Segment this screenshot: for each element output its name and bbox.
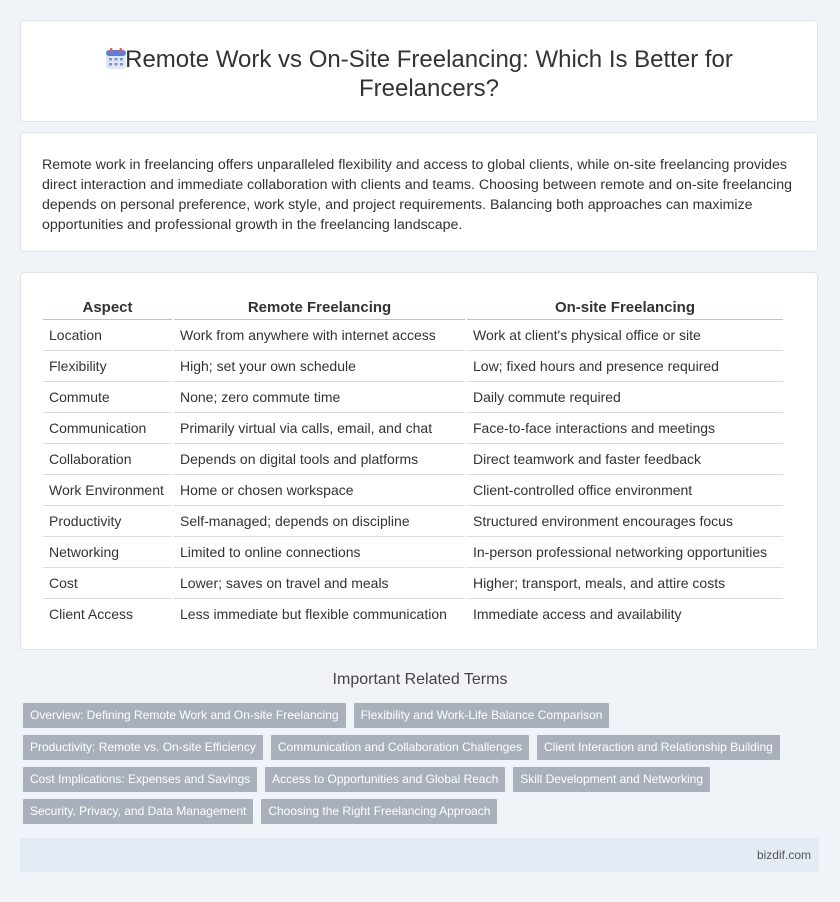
table-cell: Lower; saves on travel and meals	[173, 568, 466, 599]
table-cell: Productivity	[43, 506, 173, 537]
related-term-tag[interactable]: Access to Opportunities and Global Reach	[265, 767, 505, 792]
intro-card	[20, 132, 818, 252]
page-title: Remote Work vs On-Site Freelancing: Which Is Better for Freelancers?	[125, 46, 733, 102]
related-term-tag[interactable]: Security, Privacy, and Data Management	[23, 799, 253, 824]
comparison-card	[20, 272, 818, 650]
table-cell: Structured environment encourages focus	[466, 506, 783, 537]
table-cell: Low; fixed hours and presence required	[466, 351, 783, 382]
related-term-tag[interactable]: Flexibility and Work-Life Balance Comparison	[354, 703, 610, 728]
tag-row	[23, 767, 823, 799]
table-body	[43, 320, 783, 630]
table-row	[43, 382, 783, 413]
table-cell: Depends on digital tools and platforms	[173, 444, 466, 475]
table-row	[43, 351, 783, 382]
intro-paragraph: Remote work in freelancing offers unparalleled flexibility and access to global clients, while on-site freelancing provides direct interaction and immediate collaboration with clients and teams. Choosing between remote and on-site freelancing depends on personal preference, work style, and project requirements. Balancing both approaches can maximize opportunities and professional growth in the freelancing landscape.	[42, 157, 792, 233]
table-cell: Daily commute required	[466, 382, 783, 413]
related-term-tag[interactable]: Productivity: Remote vs. On-site Efficiency	[23, 735, 263, 760]
table-cell: Self-managed; depends on discipline	[173, 506, 466, 537]
related-terms-title: Important Related Terms	[332, 671, 508, 688]
table-cell: In-person professional networking opportunities	[466, 537, 783, 568]
related-terms-list	[23, 703, 823, 831]
table-row	[43, 413, 783, 444]
table-cell: Cost	[43, 568, 173, 599]
column-header: Aspect	[82, 298, 133, 316]
table-cell: Less immediate but flexible communication	[173, 599, 466, 630]
column-header: Remote Freelancing	[173, 297, 466, 320]
table-row	[43, 568, 783, 599]
table-cell: Client-controlled office environment	[466, 475, 783, 506]
table-cell: Direct teamwork and faster feedback	[466, 444, 783, 475]
table-cell: Home or chosen workspace	[173, 475, 466, 506]
table-cell: Client Access	[43, 599, 173, 630]
tag-row	[23, 799, 823, 831]
table-cell: Communication	[43, 413, 173, 444]
table-row	[43, 537, 783, 568]
related-term-tag[interactable]: Communication and Collaboration Challenges	[271, 735, 529, 760]
table-row	[43, 599, 783, 630]
table-cell: Work Environment	[43, 475, 173, 506]
table-header-row	[43, 297, 783, 320]
table-cell: Work from anywhere with internet access	[173, 320, 466, 351]
table-cell: Flexibility	[43, 351, 173, 382]
tag-row	[23, 735, 823, 767]
table-row	[43, 320, 783, 351]
table-cell: Collaboration	[43, 444, 173, 475]
table-cell: Limited to online connections	[173, 537, 466, 568]
table-cell: Commute	[43, 382, 173, 413]
table-cell: Immediate access and availability	[466, 599, 783, 630]
table-row	[43, 444, 783, 475]
footer	[20, 838, 819, 872]
table-cell: Location	[43, 320, 173, 351]
table-cell: Higher; transport, meals, and attire costs	[466, 568, 783, 599]
table-row	[43, 475, 783, 506]
column-header: On-site Freelancing	[466, 297, 783, 320]
table-cell: Face-to-face interactions and meetings	[466, 413, 783, 444]
table-cell: Work at client's physical office or site	[466, 320, 783, 351]
table-cell: Primarily virtual via calls, email, and chat	[173, 413, 466, 444]
table-cell: None; zero commute time	[173, 382, 466, 413]
tag-row	[23, 703, 823, 735]
table-row	[43, 506, 783, 537]
related-term-tag[interactable]: Skill Development and Networking	[513, 767, 710, 792]
comparison-table	[43, 297, 783, 629]
table-cell: Networking	[43, 537, 173, 568]
related-term-tag[interactable]: Client Interaction and Relationship Building	[537, 735, 780, 760]
table-cell: High; set your own schedule	[173, 351, 466, 382]
footer-site-link[interactable]: bizdif.com	[756, 848, 811, 862]
header-card	[20, 20, 818, 122]
related-term-tag[interactable]: Cost Implications: Expenses and Savings	[23, 767, 257, 792]
related-term-tag[interactable]: Choosing the Right Freelancing Approach	[261, 799, 497, 824]
related-term-tag[interactable]: Overview: Defining Remote Work and On-site Freelancing	[23, 703, 346, 728]
